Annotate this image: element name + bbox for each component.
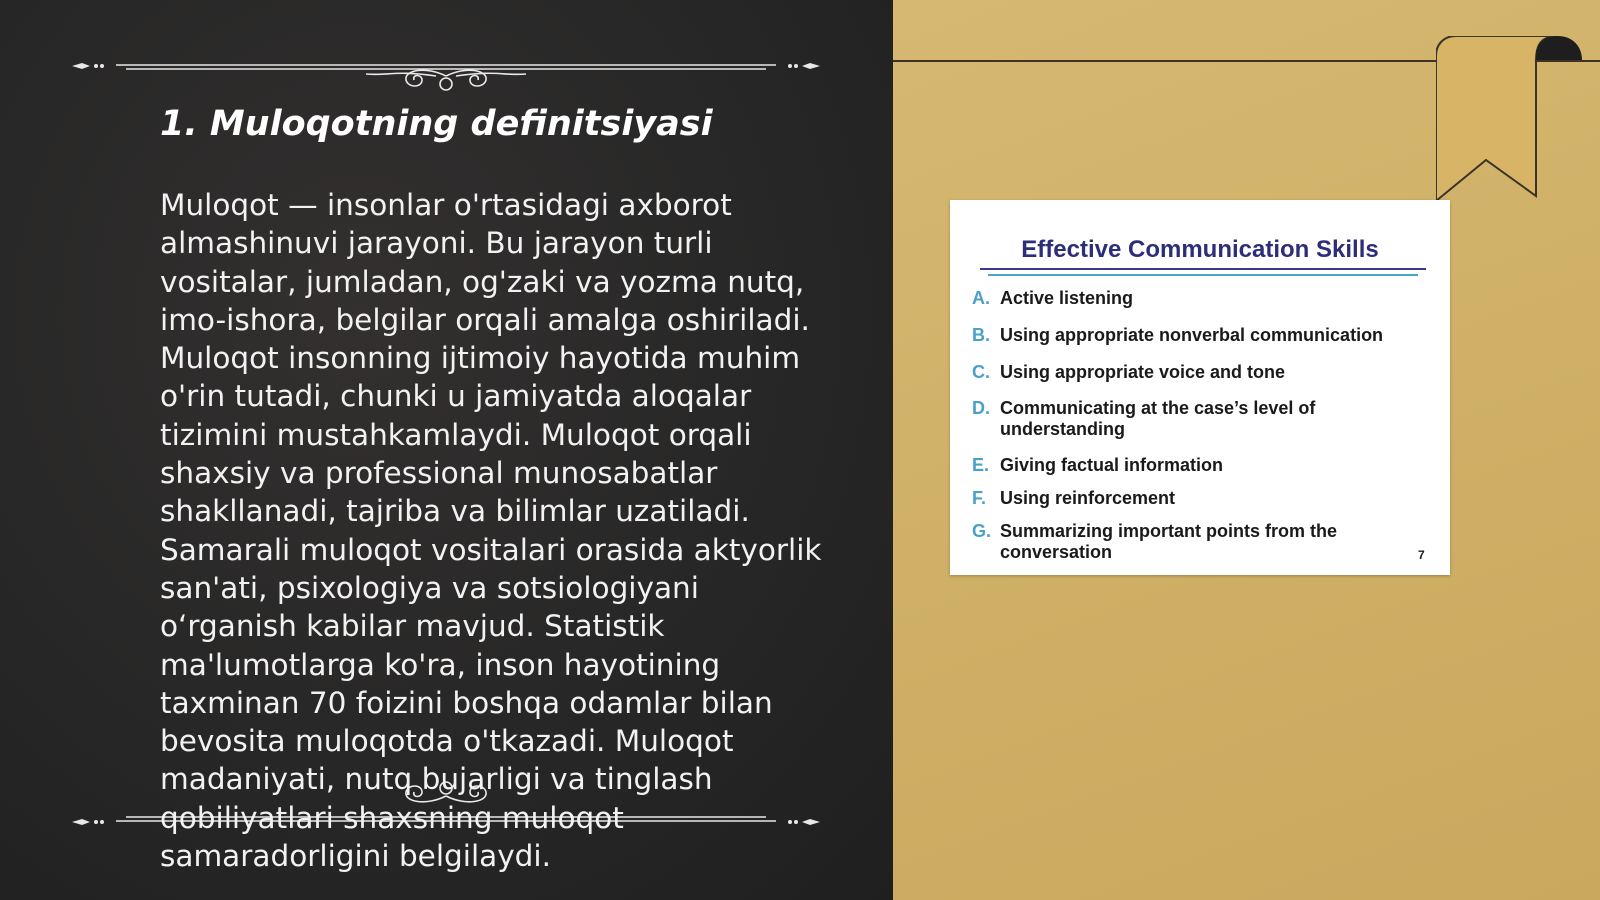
- skill-item: [972, 521, 1372, 563]
- bookmark-ribbon-icon: [1436, 36, 1586, 201]
- card-title-accent-rule: [988, 274, 1418, 276]
- skill-item: [972, 325, 1432, 346]
- scroll-ornament-icon: [66, 36, 826, 96]
- skill-text: Summarizing important points from the conversation: [1000, 521, 1338, 562]
- skill-item: [972, 488, 1432, 509]
- skill-letter: A.: [972, 288, 990, 308]
- skill-item: [972, 362, 1432, 383]
- card-page-number: 7: [1418, 548, 1425, 562]
- skill-text: Using reinforcement: [1000, 488, 1176, 508]
- skill-letter: D.: [972, 398, 990, 418]
- skill-letter: G.: [972, 521, 992, 541]
- skill-item: [972, 398, 1372, 440]
- skill-text: Active listening: [1000, 288, 1134, 308]
- skill-text: Using appropriate nonverbal communication: [1000, 325, 1384, 345]
- skill-letter: B.: [972, 325, 990, 345]
- skill-letter: C.: [972, 362, 990, 382]
- card-title: Effective Communication Skills: [1021, 236, 1379, 263]
- skill-text: Giving factual information: [1000, 455, 1224, 475]
- skill-item: [972, 455, 1432, 476]
- skill-text: Communicating at the case’s level of understanding: [1000, 398, 1316, 439]
- slide-body-text: Muloqot — insonlar o'rtasidagi axborot almashinuvi jarayoni. Bu jarayon turli vositalar, jumladan, og'zaki va yozma nutq, imo-ishora, belgilar orqali amalga oshiriladi. Muloqot insonning ijtimoiy hayotida muhim o'rin tutadi, chunki u jamiyatda aloqalar tizimini mustahkamlaydi. Muloqot orqali shaxsiy va professional munosabatlar shakllanadi, tajriba va bilimlar uzatiladi. Samarali muloqot vositalari orasida aktyorlik san'ati, psixologiya va sotsiologiyani o‘rganish kabilar mavjud. Statistik ma'lumotlarga ko'ra, inson hayotining taxminan 70 foizini boshqa odamlar bilan bevosita muloqotda o'tkazadi. Muloqot madaniyati, nutq bujarligi va tinglash qobiliyatlari shaxsning muloqot samaradorligini belgilaydi.: [160, 188, 822, 874]
- communication-skills-card: [950, 200, 1450, 575]
- slide-title: 1. Muloqotning definitsiyasi: [160, 104, 713, 144]
- skill-letter: E.: [972, 455, 990, 475]
- skill-letter: F.: [972, 488, 987, 508]
- skill-item: [972, 288, 1432, 309]
- skill-text: Using appropriate voice and tone: [1000, 362, 1286, 382]
- card-title-rule: [980, 268, 1426, 270]
